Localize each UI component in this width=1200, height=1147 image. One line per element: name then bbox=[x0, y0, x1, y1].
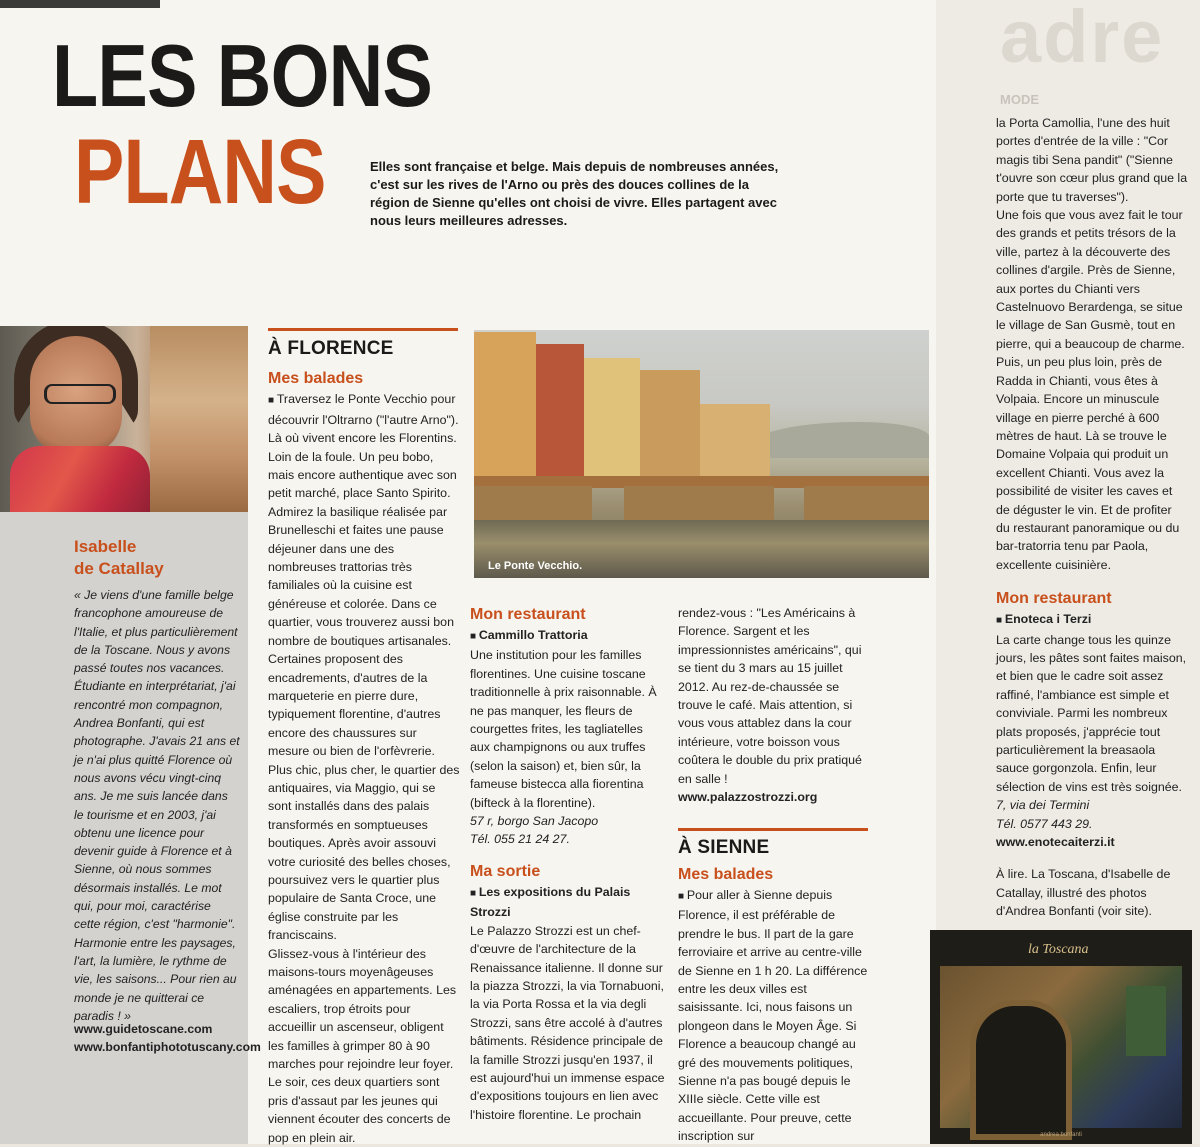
section-rule bbox=[678, 828, 868, 831]
sienne-restaurant-address: 7, via dei Termini bbox=[996, 798, 1090, 813]
bio-name-last: de Catallay bbox=[74, 559, 164, 578]
photo-building bbox=[584, 358, 640, 482]
book-cover bbox=[930, 930, 1192, 1144]
portrait-photo bbox=[0, 326, 248, 512]
page-title-line2: PLANS bbox=[74, 121, 326, 223]
bio-url-photo[interactable]: www.bonfantiphototuscany.com bbox=[74, 1040, 261, 1054]
florence-column bbox=[268, 328, 460, 1147]
sienne-restaurant-text: La carte change tous les quinze jours, les pâtes sont faites maison, et bien que le cadre soit assez raffiné, l'ambiance est simple et conviviale. Parmi les nombreux plats proposés, j'apprécie tout particulièrement la breasaola sauce gorgonzola. Enfin, leur sélection de vins est très soignée. bbox=[996, 632, 1187, 794]
sienne-balades-title: Mes balades bbox=[678, 865, 774, 883]
florence-balades-p2: Plus chic, plus cher, le quartier des antiquaires, via Maggio, qui se sont installés dans des palais transformés en somptueuses boutiques. Après avoir assouvi votre curiosité des belles choses, poursuivez vers le quartier plus populaire de Santa Croce, une église construite par les franciscains. bbox=[268, 762, 460, 943]
florence-sortie-text: Le Palazzo Strozzi est un chef-d'œuvre de l'architecture de la Renaissance italienne. Il donne sur la piazza Strozzi, la via Tornabuoni, la via Porta Rossa et la via degli Strozzi, sans être accolé à d'autres bâtiments. Résidence principale de la famille Strozzi jusqu'en 1937, il est aujourd'hui un immense espace d'expositions toujours en lien avec l'histoire florentine. Le prochain bbox=[470, 923, 665, 1122]
ponte-vecchio-photo bbox=[474, 330, 929, 578]
sienne-restaurant-title: Mon restaurant bbox=[996, 590, 1112, 608]
ghost-label: MODE bbox=[1000, 92, 1039, 107]
top-strip bbox=[0, 0, 160, 8]
florence-balades-title: Mes balades bbox=[268, 370, 364, 388]
florence-balades-p3: Glissez-vous à l'intérieur des maisons-tours moyenâgeuses aménagées en appartements. Les escaliers, trop étroits pour accueillir un ascenseur, obligent les familles à grimper 80 à 90 marches pour rejoindre leur foyer. Le soir, ces deux quartiers sont pris d'assaut par les jeunes qui viennent écouter des concerts de pop en plein air. bbox=[268, 946, 457, 1145]
florence-sortie-name: ■ Les expositions du Palais Strozzi bbox=[470, 883, 666, 922]
bio-links bbox=[74, 1020, 261, 1056]
page-title-line1: LES BONS bbox=[52, 26, 432, 125]
florence-restaurant-name: ■ Cammillo Trattoria bbox=[470, 626, 666, 646]
bio-quote: « Je viens d'une famille belge francophone amoureuse de l'Italie, et plus particulièrement de la Toscane. Nous y avons passé toutes nos vacances. Étudiante en interprétariat, j'ai rencontré mon compagnon, Andrea Bonfanti, qui est photographe. J'avais 21 ans et je n'ai plus quitté Florence où nous avons vécu vingt-cinq ans. Je me suis lancée dans le tourisme et en 2003, j'ai obtenu une licence pour devenir guide à Florence et à Sienne, où nous sommes désormais installés. Le mot qui, pour moi, caractérise cette région, c'est "harmonie". Harmonie entre les paysages, l'art, la lumière, le rythme de vie, les saisons... Pour rien au monde je ne quitterai ce paradis ! » bbox=[74, 588, 240, 1023]
florence-restaurant-text: Une institution pour les familles florentines. Une cuisine toscane traditionnelle à prix raisonnable. À ne pas manquer, les fleurs de courgettes frites, les tagliatelles aux champignons ou aux truffes (selon la saison) et, bien sûr, la fameuse bistecca alla fiorentina (bifteck à la florentine). bbox=[470, 648, 657, 810]
florence-restaurant-title: Mon restaurant bbox=[470, 606, 586, 623]
florence-column-2 bbox=[470, 604, 666, 1124]
book-cover-shutter bbox=[1126, 986, 1166, 1056]
intro-text: Elles sont française et belge. Mais depuis de nombreuses années, c'est sur les rives de l'Arno ou près des douces collines de la région de Sienne qu'elles ont choisi de vivre. Elles partagent avec nous leurs meilleures adresses. bbox=[370, 159, 779, 228]
book-cover-arch bbox=[970, 1000, 1072, 1140]
book-title: la Toscana bbox=[1028, 942, 1089, 957]
photo-building bbox=[536, 344, 584, 482]
bio-name bbox=[74, 536, 164, 580]
section-rule bbox=[268, 328, 458, 331]
bio-name-first: Isabelle bbox=[74, 537, 137, 556]
photo-building bbox=[474, 332, 536, 482]
ghost-heading: adre bbox=[1000, 0, 1165, 78]
book-mention: À lire. La Toscana, d'Isabelle de Catallay, illustré des photos d'Andrea Bonfanti (voir site). bbox=[996, 867, 1171, 919]
sienne-balades-text: ■ Pour aller à Sienne depuis Florence, il est préférable de prendre le bus. Il part de la gare ferroviaire et arrive au centre-ville de Sienne en 1 h 20. La différence entre les deux villes est saisissante. Ici, nous faisons un plongeon dans le Moyen Âge. Si Florence a beaucoup changé au gré des mouvements politiques, Sienne n'a pas bougé depuis le XIIIe siècle. Cette ville est accueillante. Pour preuve, cette inscription sur bbox=[678, 886, 872, 1146]
florence-sortie-title: Ma sortie bbox=[470, 862, 541, 880]
florence-balades-p1: ■ Traversez le Ponte Vecchio pour découvrir l'Oltrarno ("l'autre Arno"). Là où vivent encore les Florentins. Loin de la foule. Un peu bobo, mais encore authentique avec son petit marché, place Santo Spirito. Admirez la basilique réalisée par Brunelleschi et faites une pause déjeuner dans une des nombreuses trattorias très familiales où la cuisine est généreuse et colorée. Dans ce quartier, vous trouverez aussi bon nombre de boutiques artisanales. Certaines proposent des encadrements, d'autres de la marqueterie en pierre dure, typiquement florentine, d'autres encore des chaussures sur mesure ou bien de l'orfèvrerie. bbox=[268, 390, 460, 760]
florence-restaurant-phone: Tél. 055 21 24 27. bbox=[470, 832, 570, 847]
sienne-heading: À SIENNE bbox=[678, 837, 770, 859]
sienne-right-p2: Une fois que vous avez fait le tour des grands et petits trésors de la ville, partez à la découverte des collines d'argile. Près de Sienne, aux portes du Chianti vers Castelnuovo Berardenga, se situe le village de San Gusmè, tout en pierre, qui a beaucoup de charme. Puis, un peu plus loin, près de Radda in Chianti, vous êtes à Volpaia. Encore un minuscule village en pierre perché à 600 mètres de haut. Là se trouve le Domaine Volpaia qui produit un excellent Chianti. Vous avez la possibilité de visiter les caves et de déguster le vin. Et de profiter du restaurant panoramique ou du bar-tratorria tenu par Paola, excellente cuisinière. bbox=[996, 208, 1185, 572]
sienne-restaurant-phone: Tél. 0577 443 29. bbox=[996, 816, 1093, 831]
sienne-restaurant-name: ■ Enoteca i Terzi bbox=[996, 610, 1188, 630]
florence-sortie-text-2: rendez-vous : "Les Américains à Florence. Sargent et les impressionnistes américains", qui se tient du 3 mars au 15 juillet 2012. Au rez-de-chaussée se trouve le café. Mais attention, si vous vous attablez dans la cour intérieure, votre boisson vous coûtera le double du prix pratiqué en salle ! bbox=[678, 606, 862, 786]
florence-heading: À FLORENCE bbox=[268, 338, 394, 359]
sienne-right-p1: la Porta Camollia, l'une des huit portes d'entrée de la ville : "Cor magis tibi Sena pandit" ("Sienne t'ouvre son cœur plus grand que la porte que tu traverses"). bbox=[996, 116, 1188, 204]
sortie-continued-column bbox=[678, 604, 872, 1146]
photo-building bbox=[700, 404, 770, 482]
glasses-icon bbox=[44, 384, 116, 404]
bio-url-guide[interactable]: www.guidetoscane.com bbox=[74, 1022, 213, 1036]
photo-hills bbox=[754, 422, 929, 458]
sienne-right-column bbox=[996, 114, 1188, 921]
photo-scarf bbox=[10, 446, 150, 512]
book-author: andrea bonfanti bbox=[1040, 1132, 1082, 1138]
photo-caption: Le Ponte Vecchio. bbox=[488, 560, 583, 572]
sienne-restaurant-url[interactable]: www.enotecaiterzi.it bbox=[996, 835, 1115, 850]
photo-building bbox=[640, 370, 700, 482]
florence-sortie-url[interactable]: www.palazzostrozzi.org bbox=[678, 790, 818, 805]
photo-wall bbox=[150, 326, 248, 512]
florence-restaurant-address: 57 r, borgo San Jacopo bbox=[470, 814, 599, 829]
